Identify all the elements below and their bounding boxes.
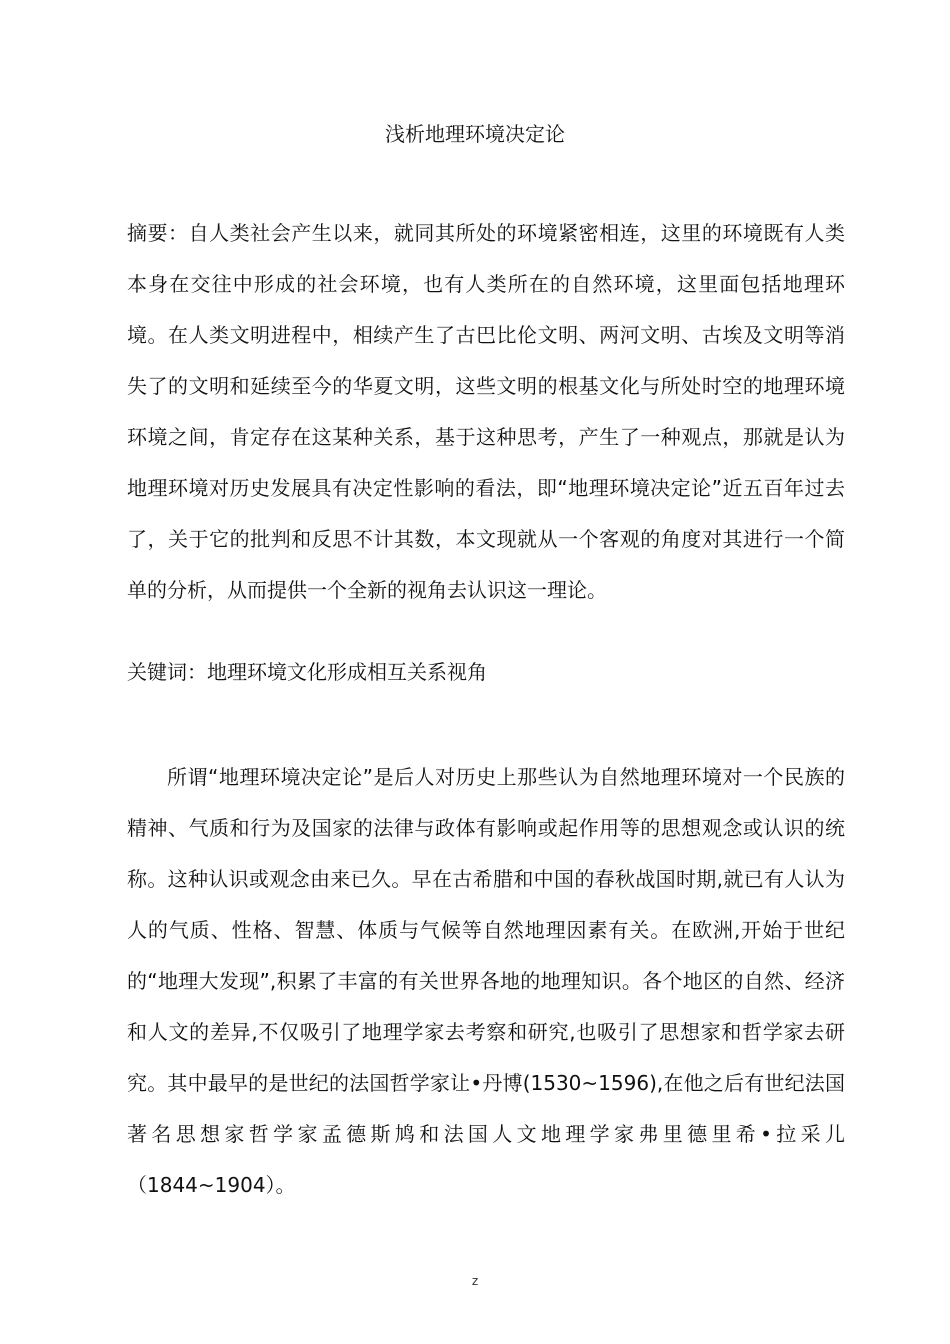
page-title: 浅析地理环境决定论 bbox=[385, 122, 565, 146]
page-footer: z bbox=[471, 1274, 479, 1288]
abstract-paragraph: 摘要：自人类社会产生以来，就同其所处的环境紧密相连，这里的环境既有人类本身在交往中形成的社会环境，也有人类所在的自然环境，这里面包括地理环境。在人类文明进程中，相续产生了古巴比伦文明、两河文明、古埃及文明等消失了的文明和延续至今的华夏文明，这些文明的根基文化与所处时空的地理环境环境之间，肯定存在这某种关系，基于这种思考，产生了一种观点，那就是认为地理环境对历史发展具有决定性影响的看法，即“地理环境决定论”近五百年过去了，关于它的批判和反思不计其数，本文现就从一个客观的角度对其进行一个简单的分析，从而提供一个全新的视角去认识这一理论。 bbox=[127, 221, 845, 602]
keywords-line: 关键词：地理环境文化形成相互关系视角 bbox=[127, 660, 487, 684]
body-paragraph: 所谓“地理环境决定论”是后人对历史上那些认为自然地理环境对一个民族的精神、气质和行为及国家的法律与政体有影响或起作用等的思想观念或认识的统称。这种认识或观念由来已久。早在古希腊和中国的春秋战国时期,就已有人认为人的气质、性格、智慧、体质与气候等自然地理因素有关。在欧洲,开始于世纪的“地理大发现”,积累了丰富的有关世界各地的地理知识。各个地区的自然、经济和人文的差异,不仅吸引了地理学家去考察和研究,也吸引了思想家和哲学家去研究。其中最早的是世纪的法国哲学家让•丹博(1530~1596),在他之后有世纪法国著名思想家哲学家孟德斯鸠和法国人文地理学家弗里德里希•拉采儿（1844~1904）。 bbox=[127, 765, 845, 1197]
